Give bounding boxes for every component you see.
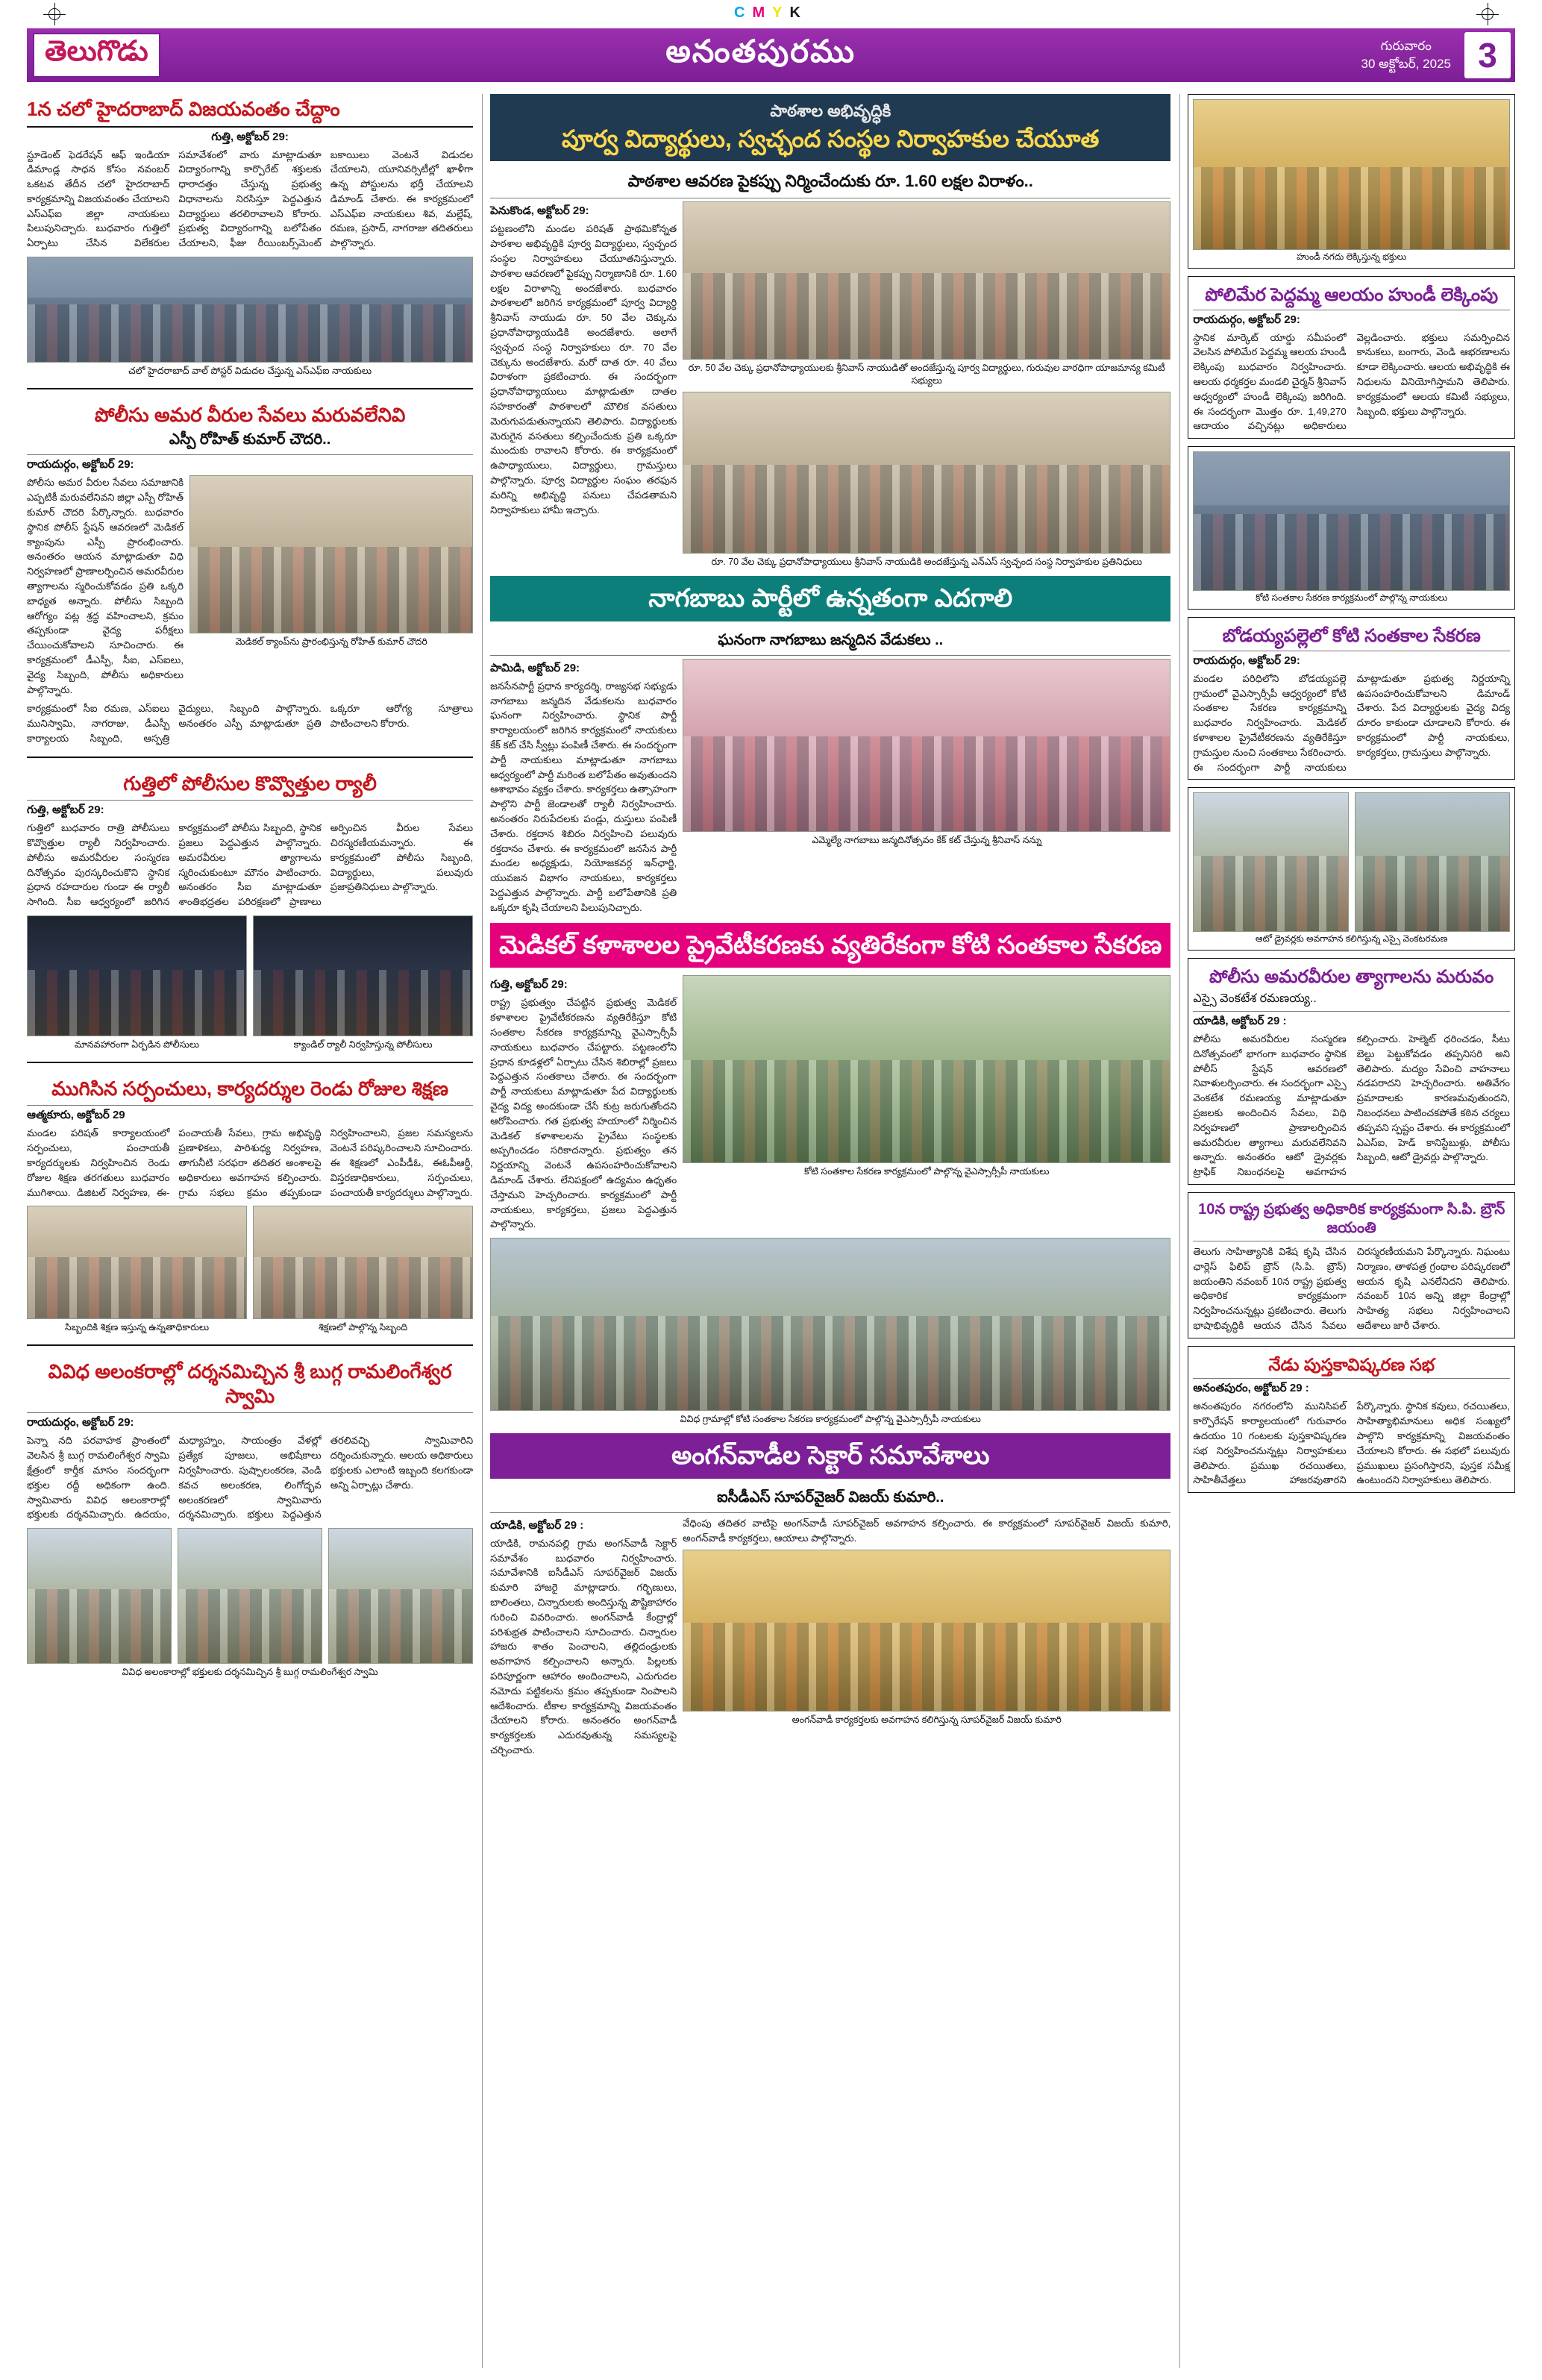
- signature-photo-caption: కోటి సంతకాల సేకరణ కార్యక్రమంలో పాల్గొన్న నాయకులు: [1256, 592, 1448, 604]
- article-chalo-hyderabad: [27, 94, 473, 378]
- article-body: రాష్ట్ర ప్రభుత్వం చేపట్టిన ప్రభుత్వ మెడికల్ కళాశాలల ప్రైవేటీకరణను వ్యతిరేకిస్తూ కోటి సంతకాల సేకరణ కార్యక్రమాన్ని వైఎస్సార్సీపీ నాయకులు బుధవారం చేపట్టారు. పట్టణంలోని ప్రధాన కూడళ్లలో ఏర్పాటు చేసిన శిబిరాల్లో ప్రజలు పెద్దఎత్తున సంతకాలు చేశారు. ఈ సందర్భంగా పార్టీ నాయకులు మాట్లాడుతూ పేద విద్యార్థులకు వైద్య విద్య అందకుండా చేసే కుట్ర జరుగుతోందని ఆరోపించారు. గత ప్రభుత్వ హయాంలో నిర్మించిన మెడికల్ కళాశాలలను ప్రైవేటు సంస్థలకు అప్పగించడం సరికాదన్నారు. ప్రభుత్వం తన నిర్ణయాన్ని వెంటనే ఉపసంహరించుకోవాలని డిమాండ్ చేశారు. లేనిపక్షంలో ఉద్యమం ఉధృతం చేస్తామని హెచ్చరించారు. కార్యక్రమంలో పార్టీ నాయకులు, కార్యకర్తలు, ప్రజలు పెద్దఎత్తున పాల్గొన్నారు.: [490, 997, 677, 1230]
- article-anganwadi-meeting: [490, 1486, 1170, 1758]
- byline: ఆత్మకూరు, అక్టోబర్ 29: [27, 1109, 125, 1122]
- headline: ముగిసిన సర్పంచులు, కార్యదర్శుల రెండు రోజుల శిక్షణ: [51, 1077, 449, 1100]
- headline: బోడయ్యపల్లెలో కోటి సంతకాల సేకరణ: [1222, 625, 1481, 646]
- photo-caption-right: శిక్షణలో పాల్గొన్న సిబ్బంది: [319, 1322, 408, 1333]
- article-temple-darshan: [27, 1356, 473, 1679]
- article-school-development: [490, 169, 1170, 569]
- article-photo: [683, 1550, 1170, 1712]
- hundi-photo-box: [1188, 94, 1515, 269]
- article-cp-brown-jayanti: [1188, 1192, 1515, 1338]
- photo-caption: మెడికల్ క్యాంప్‌ను ప్రారంభిస్తున్న రోహిత్ కుమార్ చౌదరి: [235, 636, 427, 648]
- auto-photo-left: [1193, 792, 1348, 932]
- byline: గుత్తి, అక్టోబర్ 29:: [490, 978, 568, 992]
- byline: యాడికి, అక్టోబర్ 29 :: [1193, 1014, 1287, 1027]
- article-body: పట్టణంలోని మండల పరిషత్ ప్రాథమికోన్నత పాఠశాల అభివృద్ధికి పూర్వ విద్యార్థులు, స్వచ్ఛంద సంస్థల నిర్వాహకులు చేయూతనిస్తున్నారు. పాఠశాల ఆవరణలో పైకప్పు నిర్మాణానికి రూ. 1.60 లక్షల విరాళాన్ని అందజేశారు. బుధవారం పాఠశాలలో జరిగిన కార్యక్రమంలో పూర్వ విద్యార్థి శ్రీనివాస్ నాయుడు రూ. 50 వేల చెక్కును ప్రధానోపాధ్యాయుడికి అందజేశారు. అలాగే స్వచ్ఛంద సంస్థ నిర్వాహకులు రూ. 70 వేల చెక్కును అందజేశారు. మరో దాత రూ. 40 వేలు విరాళంగా ప్రకటించారు. ఈ సందర్భంగా ప్రధానోపాధ్యాయులు మాట్లాడుతూ దాతల సహకారంతో పాఠశాలలో మౌలిక వసతులు మెరుగుపడుతున్నాయని తెలిపారు. విద్యార్థులకు మెరుగైన వసతులు కల్పించేందుకు ప్రతి ఒక్కరూ ముందుకు రావాలని కోరారు. ఈ కార్యక్రమంలో ఉపాధ్యాయులు, విద్యార్థులు, గ్రామస్తులు పాల్గొన్నారు. పూర్వ విద్యార్థుల సంఘం తరఫున మరిన్ని అభివృద్ధి పనులు చేపడతామని నిర్వాహకులు హామీ ఇచ్చారు.: [490, 223, 677, 516]
- lead-banner-headline: పూర్వ విద్యార్థులు, స్వచ్ఛంద సంస్థల నిర్వాహకుల చేయూత: [562, 125, 1100, 153]
- article-body: అనంతపురం నగరంలోని మునిసిపల్ కార్పొరేషన్ కార్యాలయంలో గురువారం ఉదయం 10 గంటలకు పుస్తకావిష్కరణ సభ నిర్వహించనున్నట్లు నిర్వాహకులు తెలిపారు. ప్రముఖ రచయితలు, సాహితీవేత్తలు హాజరవుతారని పేర్కొన్నారు. స్థానిక కవులు, రచయితలు, సాహిత్యాభిమానులు అధిక సంఖ్యలో పాల్గొని కార్యక్రమాన్ని విజయవంతం చేయాలని కోరారు. ఈ సభలో పలువురు ప్రముఖులు ప్రసంగిస్తారని, పుస్తక సమీక్ష ఉంటుందని నిర్వాహకులు తెలిపారు.: [1193, 1400, 1510, 1486]
- article-body: స్థానిక మార్కెట్ యార్డు సమీపంలో వెలసిన పోలిమేర పెద్దమ్మ ఆలయ హుండీ లెక్కింపు బుధవారం నిర్వహించారు. ఆలయ ధర్మకర్తల మండలి చైర్మన్ శ్రీనివాస్ ఆధ్వర్యంలో హుండీ లెక్కింపు జరిగింది. ఈ సందర్భంగా మొత్తం రూ. 1,49,270 ఆదాయం వచ్చినట్లు అధికారులు వెల్లడించారు. భక్తులు సమర్పించిన కానుకలు, బంగారు, వెండి ఆభరణాలను కూడా లెక్కించారు. ఆలయ అభివృద్ధికి ఈ నిధులను వినియోగిస్తామని తెలిపారు. కార్యక్రమంలో ఆలయ కమిటీ సభ్యులు, సిబ్బంది, భక్తులు పాల్గొన్నారు.: [1193, 331, 1510, 432]
- photo-caption-1: రూ. 50 వేల చెక్కు ప్రధానోపాధ్యాయులకు శ్రీనివాస్ నాయుడితో అందజేస్తున్న పూర్వ విద్యార్థులు, గురువుల వారధిగా యాజమాన్య కమిటీ సభ్యులు: [688, 363, 1165, 386]
- subheadline: ఎస్సై వెంకటేశ రమణయ్య..: [1193, 992, 1317, 1005]
- photo-caption-left: సిబ్బందికి శిక్షణ ఇస్తున్న ఉన్నతాధికారులు: [64, 1322, 210, 1333]
- byline: అనంతపురం, అక్టోబర్ 29 :: [1193, 1382, 1309, 1395]
- headline: నేడు పుస్తకావిష్కరణ సభ: [1268, 1354, 1435, 1374]
- article-body: గుత్తిలో బుధవారం రాత్రి పోలీసులు కొవ్వొత్తుల ర్యాలీ నిర్వహించారు. పోలీసు అమరవీరుల సంస్మరణ దినోత్సవం పురస్కరించుకొని స్థానిక ప్రధాన రహదారుల గుండా ఈ ర్యాలీ సాగింది. సీఐ ఆధ్వర్యంలో జరిగిన కార్యక్రమంలో పోలీసు సిబ్బంది, స్థానిక ప్రజలు పెద్దఎత్తున పాల్గొన్నారు. అమరవీరుల త్యాగాలను స్మరించుకుంటూ మౌనం పాటించారు. అనంతరం సీఐ మాట్లాడుతూ శాంతిభద్రతల పరిరక్షణలో ప్రాణాలు అర్పించిన వీరుల సేవలు చిరస్మరణీయమన్నారు. ఈ కార్యక్రమంలో పోలీసు సిబ్బంది, విద్యార్థులు, పలువురు ప్రజాప్రతినిధులు పాల్గొన్నారు.: [27, 822, 474, 908]
- day-label: గురువారం: [1380, 39, 1432, 54]
- subheadline: ఘనంగా నాగబాబు జన్మదిన వేడుకలు ..: [718, 631, 944, 648]
- date-label: 30 అక్టోబర్, 2025: [1361, 57, 1451, 71]
- signature-campaign-banner: మెడికల్ కళాశాలల ప్రైవేటీకరణకు వ్యతిరేకంగా కోటి సంతకాల సేకరణ: [490, 923, 1170, 968]
- byline: పెనుకొండ, అక్టోబర్ 29:: [490, 204, 589, 218]
- photo-caption-2: రూ. 70 వేల చెక్కు ప్రధానోపాధ్యాయులు శ్రీనివాస్ నాయుడికి అందజేస్తున్న ఎన్ఎస్ స్వచ్ఛంద సంస్థ నిర్వాహకుల ప్రతినిధులు: [711, 557, 1142, 568]
- signature-photo: [1193, 451, 1510, 591]
- article-bodayyapalle: [1188, 617, 1515, 780]
- right-column: [1179, 94, 1515, 2368]
- temple-photo-3: [328, 1528, 473, 1664]
- article-book-release: [1188, 1346, 1515, 1494]
- date-block: [1361, 37, 1464, 73]
- middle-column: [482, 94, 1170, 2368]
- article-nagababu-birthday: [490, 629, 1170, 915]
- photo-caption: ఎమ్మెల్యే నాగబాబు జన్మదినోత్సవం కేక్ కట్ చేస్తున్న శ్రీనివాస్ నన్ను: [812, 834, 1042, 845]
- village-signature-caption: వివిధ గ్రామాల్లో కోటి సంతకాల సేకరణ కార్యక్రమంలో పాల్గొన్న వైఎస్సార్సీపీ నాయకులు: [680, 1414, 981, 1425]
- cmyk-color-bar: CMYK: [734, 4, 808, 21]
- article-police-martyrs-yadiki: [1188, 958, 1515, 1185]
- article-photo-left: [27, 915, 247, 1036]
- article-photo: [27, 257, 473, 363]
- article-body: జనసేనపార్టీ ప్రధాన కార్యదర్శి, రాజ్యసభ సభ్యుడు నాగబాబు జన్మదిన వేడుకలను బుధవారం ఘనంగా నిర్వహించారు. స్థానిక పార్టీ కార్యాలయంలో జరిగిన కార్యక్రమంలో నాయకులు కేక్ కట్ చేసి స్వీట్లు పంపిణీ చేశారు. ఈ సందర్భంగా పార్టీ నాయకులు మాట్లాడుతూ నాగబాబు ఆధ్వర్యంలో పార్టీ మరింత బలోపేతం అవుతుందని ఆశాభావం వ్యక్తం చేశారు. కార్యకర్తలు ఉత్సాహంగా పాల్గొని పార్టీ జెండాలతో ర్యాలీ నిర్వహించారు. అనంతరం నిరుపేదలకు పండ్లు, దుస్తులు పంపిణీ చేశారు. రక్తదాన శిబిరం నిర్వహించి పలువురు రక్తదానం చేశారు. ఈ కార్యక్రమంలో జనసేన పార్టీ మండల అధ్యక్షుడు, నియోజకవర్గ ఇన్‌ఛార్జి, యువజన విభాగం నాయకులు, కార్యకర్తలు పెద్దఎత్తున పాల్గొన్నారు. పార్టీ బలోపేతానికి ప్రతి ఒక్కరూ కృషి చేయాలని పిలుపునిచ్చారు.: [490, 680, 677, 913]
- article-photo-left: [27, 1206, 247, 1319]
- photo-caption-left: మానవహారంగా ఏర్పడిన పోలీసులు: [75, 1039, 200, 1050]
- lead-banner: [490, 94, 1170, 161]
- article-signature-campaign: [490, 975, 1170, 1426]
- article-photo-right: [253, 915, 473, 1036]
- article-body: తెలుగు సాహిత్యానికి విశేష కృషి చేసిన ఛార్లెస్ ఫిలిప్ బ్రౌన్ (సి.పి. బ్రౌన్) జయంతిని నవంబర్ 10న రాష్ట్ర ప్రభుత్వ అధికారిక కార్యక్రమంగా నిర్వహించనున్నట్లు ప్రకటించారు. తెలుగు భాషాభివృద్ధికి ఆయన చేసిన సేవలు చిరస్మరణీయమని పేర్కొన్నారు. నిఘంటు నిర్మాణం, తాళపత్ర గ్రంథాల పరిష్కరణలో ఆయన కృషి ఎనలేనిదని తెలిపారు. నవంబర్ 10న అన్ని జిల్లా కేంద్రాల్లో సాహిత్య సభలు నిర్వహించాలని ఆదేశాలు జారీ చేశారు.: [1193, 1245, 1510, 1331]
- byline: గుత్తి, అక్టోబర్ 29:: [27, 804, 104, 817]
- byline: పామిడి, అక్టోబర్ 29:: [490, 661, 580, 674]
- newspaper-logo: [33, 33, 160, 78]
- byline: యాడికి, అక్టోబర్ 29 :: [490, 1518, 584, 1532]
- temple-photo-1: [27, 1528, 172, 1664]
- article-body: పోలీసు అమరవీరుల సంస్మరణ దినోత్సవంలో భాగంగా బుధవారం స్థానిక పోలీస్ స్టేషన్ ఆవరణలో నివాళులర్పించారు. ఈ సందర్భంగా ఎస్సై వెంకటేశ రమణయ్య మాట్లాడుతూ ప్రజలకు అందించిన సేవలు, విధి నిర్వహణలో ప్రాణాలర్పించిన అమరవీరుల త్యాగాలు మరువలేనివని అన్నారు. అనంతరం ఆటో డ్రైవర్లకు ట్రాఫిక్ నిబంధనలపై అవగాహన కల్పించారు. హెల్మెట్ ధరించడం, సీటు బెల్టు పెట్టుకోవడం తప్పనిసరి అని తెలిపారు. మద్యం సేవించి వాహనాలు నడపరాదని హెచ్చరించారు. అతివేగం ప్రమాదాలకు కారణమవుతుందని, నిబంధనలు పాటించకపోతే కఠిన చర్యలు తప్పవని స్పష్టం చేశారు. ఈ కార్యక్రమంలో ఏఎస్ఐ, హెడ్ కానిస్టేబుళ్లు, పోలీసు సిబ్బంది, ఆటో డ్రైవర్లు పాల్గొన్నారు.: [1193, 1033, 1510, 1178]
- article-body: యాడికి, రామనపల్లి గ్రామ అంగన్‌వాడీ సెక్టార్ సమావేశం బుధవారం నిర్వహించారు. సమావేశానికి ఐసీడీఎస్ సూపర్‌వైజర్ విజయ్ కుమారి హాజరై మాట్లాడారు. గర్భిణులు, బాలింతలు, చిన్నారులకు అందిస్తున్న పౌష్టికాహారం గురించి వివరించారు. అంగన్‌వాడీ కేంద్రాల్లో పరిశుభ్రత పాటించాలని సూచించారు. చిన్నారుల హాజరు శాతం పెంచాలని, తల్లిదండ్రులకు అవగాహన కల్పించాలని అన్నారు. పిల్లలకు పరిపూర్ణంగా ఆహారం అందించాలని, ఎదుగుదల నమోదు పట్టికలను క్రమం తప్పకుండా నింపాలని ఆదేశించారు. టీకాల కార్యక్రమాన్ని విజయవంతం చేయాలని కోరారు. అనంతరం అంగన్‌వాడీ కార్యకర్తలకు ఎదురవుతున్న సమస్యలపై చర్చించారు.: [490, 1537, 677, 1756]
- photo-caption: కోటి సంతకాల సేకరణ కార్యక్రమంలో పాల్గొన్న వైఎస్సార్సీపీ నాయకులు: [804, 1166, 1050, 1177]
- headline: పోలీసు అమర వీరుల సేవలు మరువలేనివి: [94, 403, 406, 426]
- byline: రాయదుర్గం, అక్టోబర్ 29:: [1193, 313, 1300, 326]
- article-body-tail: కార్యక్రమంలో సీఐ రమణ, ఎస్ఐలు మునిస్వామి, నాగరాజు, డీఎస్పీ కార్యాలయ సిబ్బంది, ఆస్పత్రి వైద్యులు, సిబ్బంది పాల్గొన్నారు. అనంతరం ఎస్పీ మాట్లాడుతూ ప్రతి ఒక్కరూ ఆరోగ్య సూత్రాలు పాటించాలని కోరారు.: [27, 703, 474, 744]
- edition-title: అనంతపురము: [665, 33, 856, 69]
- signature-photo-box: [1188, 446, 1515, 610]
- article-body: మండల పరిషత్ కార్యాలయంలో సర్పంచులు, పంచాయతీ కార్యదర్శులకు నిర్వహించిన రెండు రోజుల శిక్షణ తరగతులు బుధవారం ముగిశాయి. డిజిటల్ నిర్వహణ, ఈ-పంచాయతీ సేవలు, గ్రామ అభివృద్ధి ప్రణాళికలు, పారిశుధ్య నిర్వహణ, తాగునీటి సరఫరా తదితర అంశాలపై అధికారులు అవగాహన కల్పించారు. గ్రామ సభలు క్రమం తప్పకుండా నిర్వహించాలని, ప్రజల సమస్యలను వెంటనే పరిష్కరించాలని సూచించారు. ఈ శిక్షణలో ఎంపీడీఓ, ఈఓపీఆర్డీ, విస్తరణాధికారులు, సర్పంచులు, పంచాయతీ కార్యదర్శులు పాల్గొన్నారు.: [27, 1127, 474, 1198]
- village-signature-photo: [490, 1238, 1170, 1411]
- article-body: పెన్నా నది పరవాహక ప్రాంతంలో వెలసిన శ్రీ బుగ్గ రామలింగేశ్వర స్వామి క్షేత్రంలో కార్తీక మాసం సందర్భంగా భక్తుల రద్దీ అధికంగా ఉంది. స్వామివారు వివిధ అలంకారాల్లో భక్తులకు దర్శనమిచ్చారు. ఉదయం, మధ్యాహ్నం, సాయంత్రం వేళల్లో ప్రత్యేక పూజలు, అభిషేకాలు నిర్వహించారు. పుష్పాలంకరణ, వెండి కవచ అలంకరణ, లింగోద్భవ అలంకరణలో స్వామివారు దర్శనమిచ్చారు. భక్తులు పెద్దఎత్తున తరలివచ్చి స్వామివారిని దర్శించుకున్నారు. ఆలయ అధికారులు భక్తులకు ఎలాంటి ఇబ్బంది కలగకుండా అన్ని ఏర్పాట్లు చేశారు.: [27, 1435, 474, 1521]
- anganwadi-banner: అంగన్‌వాడీల సెక్టార్ సమావేశాలు: [490, 1433, 1170, 1479]
- page-content: [27, 94, 1515, 2368]
- article-body: మండల పరిధిలోని బోడయ్యపల్లె గ్రామంలో వైఎస్సార్సీపీ ఆధ్వర్యంలో కోటి సంతకాల సేకరణ కార్యక్రమాన్ని బుధవారం నిర్వహించారు. మెడికల్ కళాశాలల ప్రైవేటీకరణను వ్యతిరేకిస్తూ గ్రామస్తుల నుంచి సంతకాలు సేకరించారు. ఈ సందర్భంగా పార్టీ నాయకులు మాట్లాడుతూ ప్రభుత్వ నిర్ణయాన్ని ఉపసంహరించుకోవాలని డిమాండ్ చేశారు. పేద విద్యార్థులకు వైద్య విద్య దూరం కాకుండా చూడాలని కోరారు. ఈ కార్యక్రమంలో పార్టీ నాయకులు, కార్యకర్తలు, గ్రామస్తులు పాల్గొన్నారు.: [1193, 672, 1510, 773]
- nagababu-banner: నాగబాబు పార్టీలో ఉన్నతంగా ఎదగాలి: [490, 576, 1170, 621]
- headline: 10న రాష్ట్ర ప్రభుత్వ అధికారిక కార్యక్రమంగా సి.పి. బ్రౌన్ జయంతి: [1198, 1200, 1505, 1236]
- article-sarpanch-training: [27, 1074, 473, 1334]
- byline: రాయదుర్గం, అక్టోబర్ 29:: [27, 1416, 134, 1429]
- subheadline: ఎస్పీ రోహిత్ కుమార్ చౌదరి..: [169, 431, 331, 448]
- article-body: పోలీసు అమర వీరుల సేవలు సమాజానికి ఎప్పటికీ మరువలేనివని జిల్లా ఎస్పీ రోహిత్ కుమార్ చౌదరి పేర్కొన్నారు. బుధవారం స్థానిక పోలీస్ స్టేషన్ ఆవరణలో మెడికల్ క్యాంపును ఎస్పీ ప్రారంభించారు. అనంతరం ఆయన మాట్లాడుతూ విధి నిర్వహణలో ప్రాణాలర్పించిన అమరవీరుల త్యాగాలను స్మరించుకోవడం ప్రతి ఒక్కరి బాధ్యత అన్నారు. పోలీసు సిబ్బంది ఆరోగ్యం పట్ల శ్రద్ధ వహించాలని, క్రమం తప్పకుండా వైద్య పరీక్షలు చేయించుకోవాలని సూచించారు. ఈ కార్యక్రమంలో డీఎస్పీ, సీఐ, ఎస్ఐలు, వైద్య సిబ్బంది, పోలీసు అధికారులు పాల్గొన్నారు.: [27, 477, 184, 695]
- left-column: [27, 94, 473, 2368]
- headline: వివిధ అలంకరాల్లో దర్శనమిచ్చిన శ్రీ బుగ్గ రామలింగేశ్వర స్వామి: [48, 1360, 452, 1407]
- article-police-martyrs: [27, 400, 473, 746]
- article-body: స్టూడెంట్ ఫెడరేషన్ ఆఫ్ ఇండియా డిమాండ్ల సాధన కోసం నవంబర్ ఒకటవ తేదీన చలో హైదరాబాద్ కార్యక్రమాన్ని విజయవంతం చేయాలని ఎస్ఎఫ్ఐ జిల్లా నాయకులు పిలుపునిచ్చారు. బుధవారం గుత్తిలో ఏర్పాటు చేసిన విలేకరుల సమావేశంలో వారు మాట్లాడుతూ విద్యారంగాన్ని కార్పొరేట్ శక్తులకు ధారాదత్తం చేస్తున్న ప్రభుత్వ విధానాలను నిరసిస్తూ పెద్దఎత్తున విద్యార్థులు తరలిరావాలని కోరారు. ప్రభుత్వ విద్యారంగాన్ని బలోపేతం చేయాలని, ఫీజు రీయింబర్స్‌మెంట్ బకాయిలు వెంటనే విడుదల చేయాలని, యూనివర్సిటీల్లో ఖాళీగా ఉన్న పోస్టులను భర్తీ చేయాలని డిమాండ్ చేశారు. ఈ కార్యక్రమంలో ఎస్ఎఫ్ఐ నాయకులు శివ, మల్లేష్, రమణ, ప్రసాద్, నాగరాజు తదితరులు పాల్గొన్నారు.: [27, 148, 474, 249]
- article-photo: [683, 659, 1170, 832]
- photo-caption: చలో హైదరాబాద్ వాల్ పోస్టర్ విడుదల చేస్తున్న ఎస్ఎఫ్ఐ నాయకులు: [128, 366, 372, 377]
- article-body-continued: వేధింపు తదితర వాటిపై అంగన్‌వాడీ సూపర్‌వైజర్ అవగాహన కల్పించారు. ఈ కార్యక్రమంలో సూపర్‌వైజర్ విజయ్ కుమారి, అంగన్‌వాడీ కార్యకర్తలు, ఆయాలు పాల్గొన్నారు.: [683, 1517, 1171, 1544]
- article-polimera-temple: [1188, 276, 1515, 439]
- article-photo: [189, 475, 473, 633]
- article-candle-rally: [27, 768, 473, 1051]
- temple-photo-2: [178, 1528, 322, 1664]
- byline: రాయదుర్గం, అక్టోబర్ 29:: [27, 458, 134, 472]
- auto-photo-right: [1355, 792, 1510, 932]
- headline: గుత్తిలో పోలీసుల కొవ్వొత్తుల ర్యాలీ: [123, 771, 377, 795]
- headline: పోలీసు అమరవీరుల త్యాగాలను మరువం: [1209, 966, 1494, 987]
- auto-photo-caption: ఆటో డ్రైవర్లకు అవగాహన కలిగిస్తున్న ఎస్సై వెంకటరమణ: [1255, 933, 1448, 945]
- headline: 1న చలో హైదరాబాద్ విజయవంతం చేద్దాం: [27, 98, 340, 120]
- article-photo-1: [683, 201, 1170, 360]
- byline: రాయదుర్గం, అక్టోబర్ 29:: [1193, 654, 1300, 667]
- headline: పోలిమేర పెద్దమ్మ ఆలయం హుండీ లెక్కింపు: [1205, 284, 1499, 305]
- auto-awareness-photo-box: [1188, 787, 1515, 951]
- lead-banner-kicker: పాఠశాల అభివృద్ధికి: [770, 101, 891, 120]
- print-registration-bar: [0, 0, 1542, 28]
- article-photo-right: [253, 1206, 473, 1319]
- registration-mark-right: [1476, 3, 1499, 25]
- hundi-photo: [1193, 99, 1510, 250]
- logo-text: తెలుగొడు: [45, 36, 148, 67]
- subheadline: ఐసీడీఎస్ సూపర్‌వైజర్ విజయ్ కుమారి..: [717, 1488, 944, 1506]
- page-number: 3: [1464, 32, 1511, 78]
- photo-caption: వివిధ అలంకారాల్లో భక్తులకు దర్శనమిచ్చిన శ్రీ బుగ్గ రామలింగేశ్వర స్వామి: [122, 1667, 378, 1678]
- hundi-photo-caption: హుండీ నగదు లెక్కిస్తున్న భక్తులు: [1297, 251, 1407, 262]
- masthead: [27, 28, 1515, 82]
- subheadline: పాఠశాల ఆవరణ పైకప్పు నిర్మించేందుకు రూ. 1.60 లక్షల విరాళం..: [627, 172, 1033, 191]
- photo-caption-right: క్యాండిల్ ర్యాలీ నిర్వహిస్తున్న పోలీసులు: [293, 1039, 433, 1050]
- byline: గుత్తి, అక్టోబర్ 29:: [211, 130, 289, 143]
- article-photo-2: [683, 392, 1170, 554]
- photo-caption: అంగన్‌వాడీ కార్యకర్తలకు అవగాహన కలిగిస్తున్న సూపర్‌వైజర్ విజయ్ కుమారి: [792, 1714, 1062, 1726]
- article-photo: [683, 975, 1170, 1163]
- registration-mark-left: [43, 3, 66, 25]
